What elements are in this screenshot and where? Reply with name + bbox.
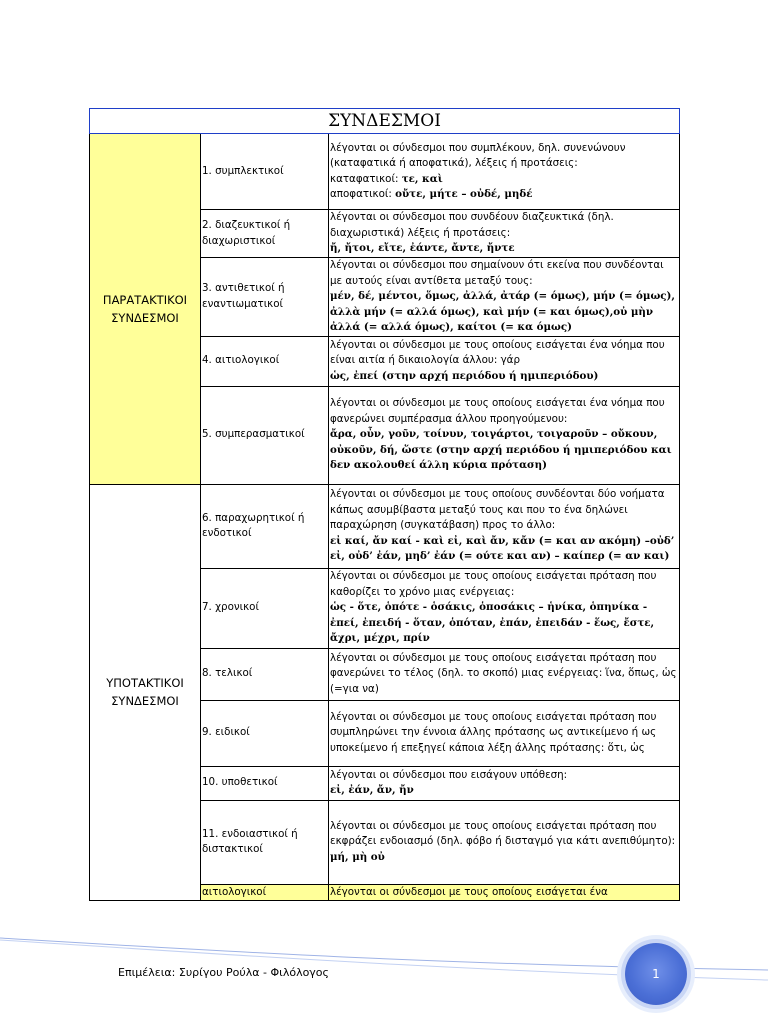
description-cell [329, 484, 680, 568]
description-text: λέγονται οι σύνδεσμοι με τους οποίους συνδέονται δύο νοήματα κάπως ασυμβίβαστα μεταξύ τους και που το ένα δηλώνει παραχώρηση (συγκατάβαση) προς το άλλο: [330, 488, 665, 532]
conjunction-words: ὡς, ἐπεί (στην αρχή περιόδου ή ημιπεριόδου) [330, 369, 599, 382]
description-cell [329, 258, 680, 337]
category-cell: 1. συμπλεκτικοί [201, 134, 329, 210]
description-text: λέγονται οι σύνδεσμοι που συμπλέκουν, δηλ. συνενώνουν (καταφατικά ή αποφατικά), λέξεις ή προτάσεις: [330, 141, 626, 169]
description-text: λέγονται οι σύνδεσμοι με τους οποίους εισάγεται πρόταση που συμπληρώνει την έννοια άλλης πρότασης ως αντικείμενο ή ως υποκείμενο ή επεξηγεί κάποια λέξη άλλης πρότασης: ὅτι, ὡς [330, 710, 657, 754]
category-cell: 11. ενδοιαστικοί ή διστακτικοί [201, 800, 329, 884]
description-text: λέγονται οι σύνδεσμοι με τους οποίους εισάγεται πρόταση που εκφράζει ενδοιασμό (δηλ. φόβο ή δισταγμό για κάτι ανεπιθύμητο): [330, 819, 676, 848]
description-cell [329, 134, 680, 210]
conjunction-words: ἤ, ἤτοι, εἴτε, ἐάντε, ἄντε, ἤντε [330, 242, 515, 255]
conjunctions-table [89, 108, 680, 901]
description-cell [329, 766, 680, 800]
conjunction-words: μή, μὴ οὐ [330, 850, 385, 863]
description-cell [329, 648, 680, 700]
description-text: λέγονται οι σύνδεσμοι με τους οποίους εισάγεται πρόταση που καθορίζει το χρόνο μιας ενέργειας: [330, 570, 657, 598]
conjunction-words: μέν, δέ, μέντοι, ὅμως, ἀλλά, ἀτάρ (= όμως), μήν (= όμως), ἀλλὰ μήν (= αλλά όμως), καὶ μήν (= και όμως),οὐ μὴν ἀλλά (= αλλά όμως), καίτοι (= κα όμως) [330, 290, 675, 333]
conjunction-words: ἄρα, οὖν, γοῦν, τοίνυν, τοιγάρτοι, τοιγαροῦν – οὔκουν, οὐκοῦν, δή, ὥστε (στην αρχή περιόδου ή ημιπεριόδου και δεν ακολουθεί άλλη κύρια πρόταση) [330, 428, 672, 472]
conjunction-words: ὡς - ὅτε, ὁπότε - ὁσάκις, ὁποσάκις – ἡνίκα, ὁπηνίκα - ἐπεί, ἐπειδή - ὅταν, ὁπόταν, ἐπάν, ἐπειδάν - ἕως, ἔστε, ἄχρι, μέχρι, πρίν [330, 601, 655, 645]
line-label: αποφατικοί: [330, 188, 396, 200]
category-cell: 2. διαζευκτικοί ή διαχωριστικοί [201, 210, 329, 258]
description-text: λέγονται οι σύνδεσμοι με τους οποίους εισάγεται ένα [330, 885, 608, 898]
category-cell: 10. υποθετικοί [201, 766, 329, 800]
category-cell: αιτιολογικοί [201, 884, 329, 901]
description-text: λέγονται οι σύνδεσμοι που συνδέουν διαζευκτικά (δηλ. διαχωριστικά) λέξεις ή προτάσεις: [330, 211, 614, 239]
category-cell: 9. ειδικοί [201, 700, 329, 766]
description-cell [329, 336, 680, 386]
conjunction-words: οὔτε, μήτε – οὐδέ, μηδέ [395, 188, 533, 200]
description-cell [329, 700, 680, 766]
group-label-text: ΥΠΟΤΑΚΤΙΚΟΙ ΣΥΝΔΕΣΜΟΙ [106, 676, 184, 709]
hypotactic-group-label [90, 484, 201, 901]
description-cell [329, 884, 680, 901]
conjunction-words: τε, καὶ [401, 172, 443, 185]
page-number-badge: 1 [625, 943, 687, 1005]
category-cell: 7. χρονικοί [201, 568, 329, 648]
description-text: λέγονται οι σύνδεσμοι που εισάγουν υπόθεση: [330, 768, 568, 781]
negative-line [330, 187, 678, 203]
table-title: ΣΥΝΔΕΣΜΟΙ [90, 109, 680, 134]
description-text: λέγονται οι σύνδεσμοι με τους οποίους εισάγεται ένα νόημα που είναι αιτία ή δικαιολογία άλλου: γάρ [330, 338, 665, 367]
conjunction-words: εἰ, ἐάν, ἄν, ἤν [330, 784, 414, 796]
category-cell: 8. τελικοί [201, 648, 329, 700]
group-label-text: ΠΑΡΑΤΑΚΤΙΚΟΙ ΣΥΝΔΕΣΜΟΙ [102, 292, 188, 325]
affirmative-line [330, 172, 678, 188]
category-cell: 5. συμπερασματικοί [201, 386, 329, 484]
line-label: καταφατικοί: [330, 172, 402, 185]
category-cell: 4. αιτιολογικοί [201, 336, 329, 386]
description-text: λέγονται οι σύνδεσμοι που σημαίνουν ότι εκείνα που συνδέονται με αυτούς είναι αντίθετα μεταξύ τους: [330, 259, 664, 287]
description-cell [329, 568, 680, 648]
conjunction-words: εἰ καί, ἄν καί - καὶ εἰ, καὶ ἄν, κἄν (= και αν ακόμη) –οὐδ’ εἰ, οὐδ’ ἐάν, μηδ’ ἐάν (= ούτε και αν) – καίπερ (= αν και) [330, 534, 675, 563]
description-cell [329, 210, 680, 258]
category-cell: 6. παραχωρητικοί ή ενδοτικοί [201, 484, 329, 568]
category-cell: 3. αντιθετικοί ή εναντιωματικοί [201, 258, 329, 337]
paratactic-group-label [90, 134, 201, 485]
description-cell [329, 386, 680, 484]
footer-credit: Επιμέλεια: Συρίγου Ρούλα - Φιλόλογος [118, 966, 329, 979]
description-text: λέγονται οι σύνδεσμοι με τους οποίους εισάγεται πρόταση που φανερώνει το τέλος (δηλ. το σκοπό) μιας ενέργειας: ἵνα, ὅπως, ὡς (=για να) [330, 651, 677, 695]
description-text: λέγονται οι σύνδεσμοι με τους οποίους εισάγεται ένα νόημα που φανερώνει συμπέρασμα άλλου προηγούμενου: [330, 397, 665, 425]
description-cell [329, 800, 680, 884]
